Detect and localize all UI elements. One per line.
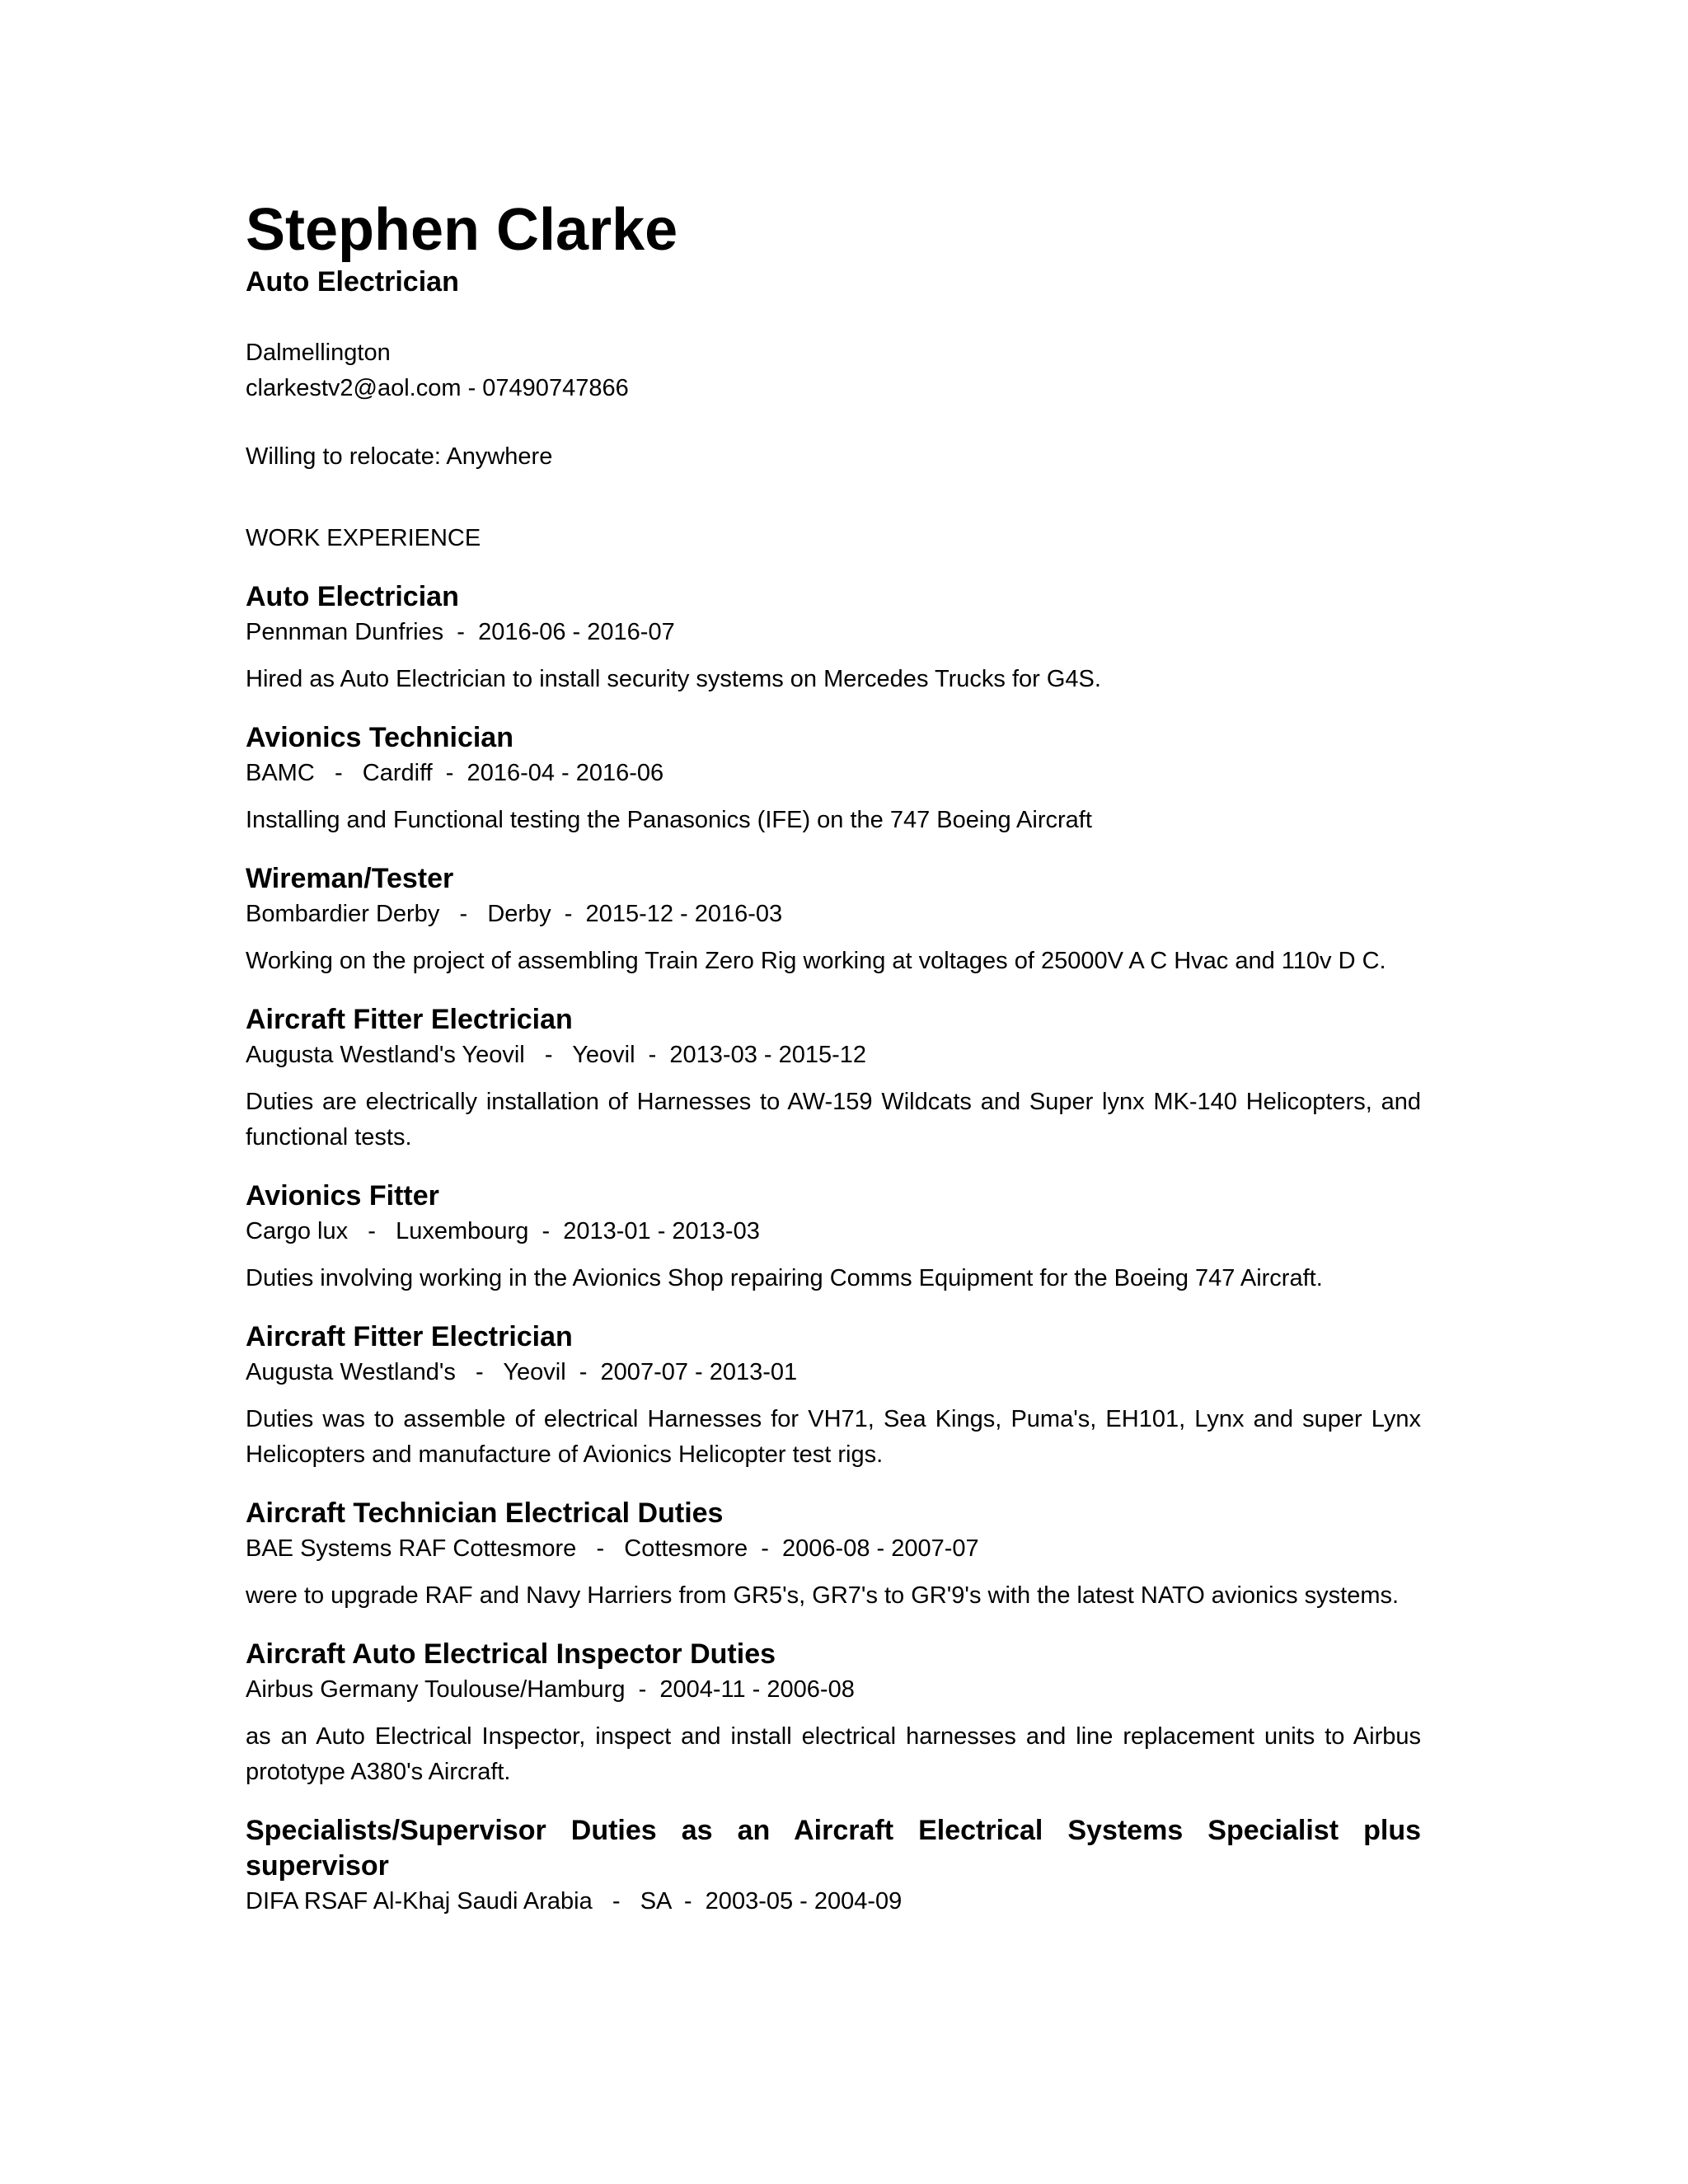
job-entry bbox=[246, 720, 1421, 838]
job-meta: BAE Systems RAF Cottesmore - Cottesmore - 2006-08 - 2007-07 bbox=[246, 1535, 979, 1563]
job-title: Avionics Technician bbox=[246, 722, 513, 754]
candidate-name: Stephen Clarke bbox=[246, 197, 678, 263]
job-title: Wireman/Tester bbox=[246, 863, 454, 895]
job-entry bbox=[246, 1179, 1421, 1296]
job-title: Aircraft Technician Electrical Duties bbox=[246, 1497, 724, 1530]
contact-block bbox=[246, 335, 1421, 406]
job-meta: Bombardier Derby - Derby - 2015-12 - 2016-03 bbox=[246, 901, 783, 928]
location-text: Dalmellington bbox=[246, 340, 391, 367]
job-title: Specialists/Supervisor Duties as an Aircraft Electrical Systems Specialist plus supervisor bbox=[246, 1815, 1421, 1882]
job-entry bbox=[246, 1002, 1421, 1155]
job-description: Installing and Functional testing the Panasonics (IFE) on the 747 Boeing Aircraft bbox=[246, 807, 1092, 834]
job-title: Aircraft Auto Electrical Inspector Duties bbox=[246, 1638, 776, 1671]
job-entry bbox=[246, 861, 1421, 979]
job-meta: Augusta Westland's Yeovil - Yeovil - 2013-03 - 2015-12 bbox=[246, 1042, 867, 1069]
job-entry bbox=[246, 1319, 1421, 1473]
candidate-headline: Auto Electrician bbox=[246, 265, 459, 298]
job-entry bbox=[246, 1496, 1421, 1614]
job-entry bbox=[246, 1813, 1421, 1919]
job-meta: DIFA RSAF Al-Khaj Saudi Arabia - SA - 2003-05 - 2004-09 bbox=[246, 1888, 903, 1915]
resume-page bbox=[246, 196, 1421, 1919]
job-meta: Airbus Germany Toulouse/Hamburg - 2004-11 - 2006-08 bbox=[246, 1676, 855, 1704]
job-description: Hired as Auto Electrician to install security systems on Mercedes Trucks for G4S. bbox=[246, 666, 1101, 693]
job-description: as an Auto Electrical Inspector, inspect and install electrical harnesses and line replacement units to Airbus prototype A380's Aircraft. bbox=[246, 1723, 1421, 1786]
job-entry bbox=[246, 579, 1421, 697]
job-title: Auto Electrician bbox=[246, 581, 459, 613]
job-meta: Augusta Westland's - Yeovil - 2007-07 - 2013-01 bbox=[246, 1359, 798, 1386]
job-entry bbox=[246, 1637, 1421, 1790]
job-meta: Pennman Dunfries - 2016-06 - 2016-07 bbox=[246, 619, 675, 646]
job-title: Aircraft Fitter Electrician bbox=[246, 1004, 573, 1036]
work-experience-heading: WORK EXPERIENCE bbox=[246, 525, 481, 552]
job-title: Avionics Fitter bbox=[246, 1180, 439, 1212]
job-meta: Cargo lux - Luxembourg - 2013-01 - 2013-03 bbox=[246, 1218, 760, 1245]
job-meta: BAMC - Cardiff - 2016-04 - 2016-06 bbox=[246, 760, 664, 787]
job-description: Duties involving working in the Avionics Shop repairing Comms Equipment for the Boeing 747 Aircraft. bbox=[246, 1265, 1323, 1292]
job-description: Duties was to assemble of electrical Harnesses for VH71, Sea Kings, Puma's, EH101, Lynx and super Lynx Helicopters and manufacture of Avionics Helicopter test rigs. bbox=[246, 1406, 1421, 1469]
job-description: were to upgrade RAF and Navy Harriers from GR5's, GR7's to GR'9's with the latest NATO avionics systems. bbox=[246, 1582, 1400, 1610]
email-phone-text: clarkestv2@aol.com - 07490747866 bbox=[246, 375, 629, 402]
job-list bbox=[246, 579, 1421, 1919]
relocate-text: Willing to relocate: Anywhere bbox=[246, 443, 553, 471]
job-title: Aircraft Fitter Electrician bbox=[246, 1321, 573, 1353]
job-description: Duties are electrically installation of Harnesses to AW-159 Wildcats and Super lynx MK-140 Helicopters, and functional tests. bbox=[246, 1089, 1421, 1151]
job-description: Working on the project of assembling Train Zero Rig working at voltages of 25000V A C Hvac and 110v D C. bbox=[246, 948, 1386, 975]
